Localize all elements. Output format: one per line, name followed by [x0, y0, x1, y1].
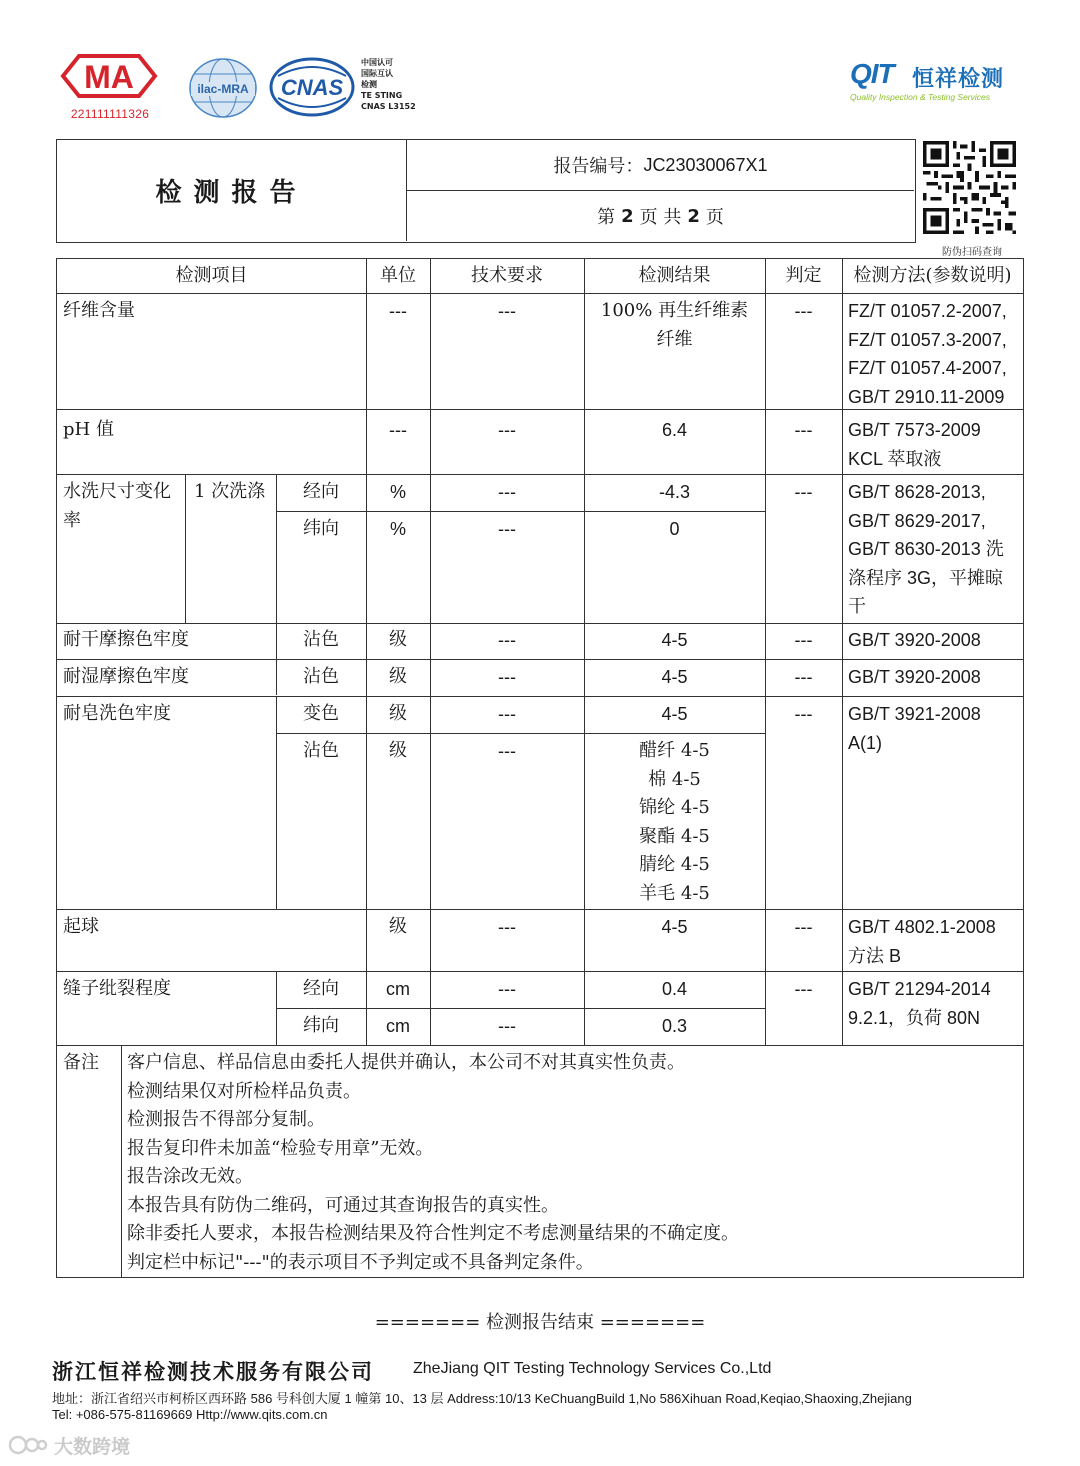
- report-number: JC23030067X1: [643, 154, 768, 175]
- seam-unit-weft: cm: [386, 1016, 410, 1036]
- page-indicator: [407, 191, 914, 241]
- fiber-result-line: 100% 再生纤维素: [600, 300, 749, 321]
- report-number-label: 报告编号：: [553, 156, 644, 177]
- pilling-method: [848, 913, 996, 970]
- method-line: 9.2.1，负荷 80N: [848, 1007, 981, 1028]
- header-judgement: 判定: [785, 265, 822, 286]
- note-line: 判定栏中标记"---"的表示项目不予判定或不具备判定条件。: [127, 1251, 594, 1273]
- method-line: 干: [848, 596, 866, 616]
- report-number-row: [407, 140, 914, 191]
- ph-judgement: ---: [794, 420, 813, 440]
- method-line: GB/T 8628-2013,: [848, 482, 986, 502]
- wet-rub-item: 耐湿摩擦色牢度: [63, 666, 189, 687]
- company-name-en: ZheJiang QIT Testing Technology Services Co.,Ltd: [413, 1360, 772, 1377]
- wet-rub-judgement: ---: [794, 667, 813, 687]
- dry-rub-requirement: ---: [498, 630, 516, 650]
- qit-logo-tagline: Quality Inspection & Testing Services: [850, 92, 991, 102]
- results-table: [56, 258, 1024, 1278]
- cma-logo-text: MA: [84, 59, 134, 95]
- soap-requirement-stain: ---: [498, 741, 516, 761]
- soap-result-stain: [584, 737, 765, 908]
- qit-logo-name: QIT: [850, 58, 894, 89]
- soap-judgement: ---: [794, 704, 813, 724]
- stain-result-line: 腈纶 4-5: [639, 854, 710, 875]
- row-divider: [57, 696, 1023, 697]
- dry-rub-sub: 沾色: [303, 629, 339, 650]
- watermark-text: 大数跨境: [54, 1435, 131, 1458]
- row-divider: [57, 474, 1023, 475]
- row-divider: [57, 623, 1023, 624]
- row-divider: [57, 1045, 1023, 1046]
- wet-rub-requirement: ---: [498, 667, 516, 687]
- qr-code-icon[interactable]: [923, 141, 1016, 234]
- ph-unit: ---: [389, 420, 407, 440]
- cnas-line: CNAS L3152: [361, 102, 416, 111]
- stain-result-line: 锦纶 4-5: [639, 797, 710, 818]
- notes-label: 备注: [63, 1052, 99, 1073]
- row-divider: [57, 659, 1023, 660]
- stain-result-line: 棉 4-5: [648, 768, 701, 790]
- wet-rub-method: GB/T 3920-2008: [848, 667, 981, 687]
- col-divider: [276, 474, 277, 695]
- wash-item: [63, 478, 171, 535]
- wash-item-line: 水洗尺寸变化: [63, 481, 171, 502]
- seam-requirement-warp: ---: [498, 979, 516, 999]
- fiber-method: [848, 297, 1007, 411]
- pilling-unit: 级: [389, 916, 407, 937]
- col-divider: [121, 1045, 122, 1277]
- note-line: 除非委托人要求，本报告检测结果及符合性判定不考虑测量结果的不确定度。: [127, 1223, 739, 1244]
- wash-result-weft: 0: [669, 519, 680, 539]
- header-item: 检测项目: [175, 265, 248, 286]
- wash-judgement: ---: [794, 482, 813, 502]
- cnas-logo: [268, 56, 356, 118]
- wet-rub-result: 4-5: [661, 667, 688, 687]
- soap-sub-change: 变色: [303, 703, 339, 724]
- method-line: FZ/T 01057.4-2007,: [848, 358, 1007, 378]
- dry-rub-result: 4-5: [661, 630, 688, 650]
- qit-logo-chinese: 恒祥检测: [912, 67, 1005, 92]
- cnas-logo-text: CNAS: [280, 75, 344, 100]
- method-line: A(1): [848, 732, 883, 753]
- watermark: [8, 1432, 130, 1458]
- ph-item: pH 值: [63, 419, 114, 440]
- soap-requirement-change: ---: [498, 704, 516, 724]
- cnas-line: 中国认可: [361, 58, 393, 67]
- soap-sub-stain: 沾色: [303, 740, 339, 761]
- page-prefix: 第: [597, 207, 616, 228]
- stain-result-line: 聚酯 4-5: [639, 825, 710, 847]
- company-name-cn: 浙江恒祥检测技术服务有限公司: [52, 1359, 374, 1384]
- stain-result-line: 醋纤 4-5: [639, 740, 710, 761]
- soap-result-change: 4-5: [661, 704, 688, 724]
- dry-rub-judgement: ---: [794, 630, 813, 650]
- wash-requirement-weft: ---: [498, 519, 516, 539]
- seam-direction-warp: 经向: [303, 978, 339, 999]
- ph-method: [848, 416, 981, 473]
- dry-rub-unit: 级: [389, 629, 407, 650]
- ilac-logo-text: ilac-MRA: [197, 82, 249, 96]
- fiber-result-line: 纤维: [656, 328, 693, 350]
- wash-requirement-warp: ---: [498, 482, 516, 502]
- seam-result-warp: 0.4: [661, 979, 688, 999]
- seam-item: 缝子纰裂程度: [63, 978, 171, 999]
- header-requirement: 技术要求: [471, 265, 543, 286]
- pilling-requirement: ---: [498, 917, 516, 937]
- soap-item: 耐皂洗色牢度: [63, 703, 171, 724]
- row-divider: [57, 971, 1023, 972]
- row-divider: [57, 293, 1023, 294]
- ilac-mra-logo: [188, 57, 258, 119]
- method-line: 方法 B: [848, 945, 902, 966]
- qr-label: 防伪扫码查询: [942, 247, 1002, 258]
- col-divider: [185, 474, 186, 623]
- col-divider: [842, 259, 843, 1045]
- fiber-result: [584, 297, 765, 354]
- company-contact: Tel: +086-575-81169669 Http://www.qits.com.cn: [52, 1407, 328, 1422]
- row-divider: [276, 1008, 765, 1009]
- report-title: 检测报告: [57, 140, 407, 241]
- wash-direction-weft: 纬向: [303, 518, 339, 539]
- dry-rub-method: GB/T 3920-2008: [848, 630, 981, 650]
- watermark-logo-icon: [8, 1434, 48, 1456]
- page-suffix: 页: [705, 207, 724, 228]
- method-line: GB/T 8629-2017,: [848, 510, 986, 531]
- wash-direction-warp: 经向: [303, 481, 339, 502]
- cnas-line: 检测: [361, 80, 377, 89]
- cnas-line: 国际互认: [361, 69, 393, 78]
- method-line: GB/T 2910.11-2009: [848, 386, 1005, 407]
- method-line: FZ/T 01057.3-2007,: [848, 329, 1007, 350]
- wash-method: [848, 478, 1004, 621]
- company-address: 地址：浙江省绍兴市柯桥区西环路 586 号科创大厦 1 幢第 10、13 层 Address:10/13 KeChuangBuild 1,No 586Xihuan Road,Keqiao,Shaoxing,Zhejiang: [52, 1391, 912, 1406]
- seam-direction-weft: 纬向: [303, 1015, 339, 1036]
- method-line: GB/T 8630-2013 洗: [848, 539, 1004, 559]
- note-line: 检测结果仅对所检样品负责。: [127, 1080, 361, 1102]
- pilling-result: 4-5: [661, 917, 688, 937]
- method-line: KCL 萃取液: [848, 448, 942, 469]
- page-total: 2: [687, 205, 700, 227]
- fiber-item: 纤维含量: [63, 300, 135, 321]
- page-mid: 页 共: [639, 207, 682, 228]
- method-line: FZ/T 01057.2-2007,: [848, 301, 1007, 321]
- note-line: 检测报告不得部分复制。: [127, 1109, 325, 1130]
- method-line: GB/T 3921-2008: [848, 704, 981, 724]
- fiber-judgement: ---: [794, 301, 813, 321]
- note-line: 客户信息、样品信息由委托人提供并确认，本公司不对其真实性负责。: [127, 1052, 685, 1073]
- row-divider: [57, 909, 1023, 910]
- seam-judgement: ---: [794, 979, 813, 999]
- note-line: 本报告具有防伪二维码，可通过其查询报告的真实性。: [127, 1194, 559, 1216]
- seam-method: [848, 975, 991, 1032]
- header-method: 检测方法(参数说明): [853, 265, 1012, 286]
- soap-unit-stain: 级: [389, 740, 407, 761]
- method-line: GB/T 7573-2009: [848, 420, 981, 440]
- method-line: GB/T 4802.1-2008: [848, 917, 996, 937]
- wash-unit-warp: %: [389, 482, 406, 502]
- cnas-description: [361, 57, 416, 112]
- pilling-judgement: ---: [794, 917, 813, 937]
- wet-rub-unit: 级: [389, 666, 407, 687]
- method-line: 涤程序 3G，平摊晾: [848, 567, 1004, 588]
- cma-logo: [55, 52, 165, 122]
- wash-result-warp: -4.3: [658, 482, 691, 502]
- report-title-box: [56, 139, 916, 243]
- ph-result: 6.4: [661, 420, 688, 440]
- notes-list: [127, 1049, 739, 1277]
- seam-result-weft: 0.3: [661, 1016, 688, 1036]
- method-line: GB/T 21294-2014: [848, 979, 991, 999]
- note-line: 报告复印件未加盖“检验专用章”无效。: [127, 1137, 434, 1159]
- wash-item-line: 率: [63, 509, 81, 531]
- note-line: 报告涂改无效。: [127, 1166, 253, 1187]
- stain-result-line: 羊毛 4-5: [639, 882, 710, 904]
- fiber-requirement: ---: [498, 301, 516, 321]
- seam-requirement-weft: ---: [498, 1016, 516, 1036]
- soap-method: [848, 700, 981, 757]
- ph-requirement: ---: [498, 420, 516, 440]
- header-result: 检测结果: [638, 265, 711, 286]
- dry-rub-item: 耐干摩擦色牢度: [63, 629, 189, 650]
- row-divider: [276, 733, 765, 734]
- row-divider: [276, 511, 765, 512]
- fiber-unit: ---: [389, 301, 407, 321]
- qit-logo: [850, 58, 1020, 108]
- cnas-line: TE STING: [361, 91, 403, 100]
- soap-unit-change: 级: [389, 703, 407, 724]
- pilling-item: 起球: [63, 916, 99, 937]
- seam-unit-warp: cm: [386, 979, 410, 999]
- wet-rub-sub: 沾色: [303, 666, 339, 687]
- cma-number: 221111111326: [70, 107, 150, 121]
- header-unit: 单位: [380, 265, 416, 286]
- report-end-line: ======= 检测报告结束 =======: [374, 1312, 706, 1333]
- wash-unit-weft: %: [389, 519, 406, 539]
- cma-mark-icon: [59, 52, 159, 100]
- page-current: 2: [621, 205, 634, 227]
- wash-cycles: 1 次洗涤: [194, 481, 266, 502]
